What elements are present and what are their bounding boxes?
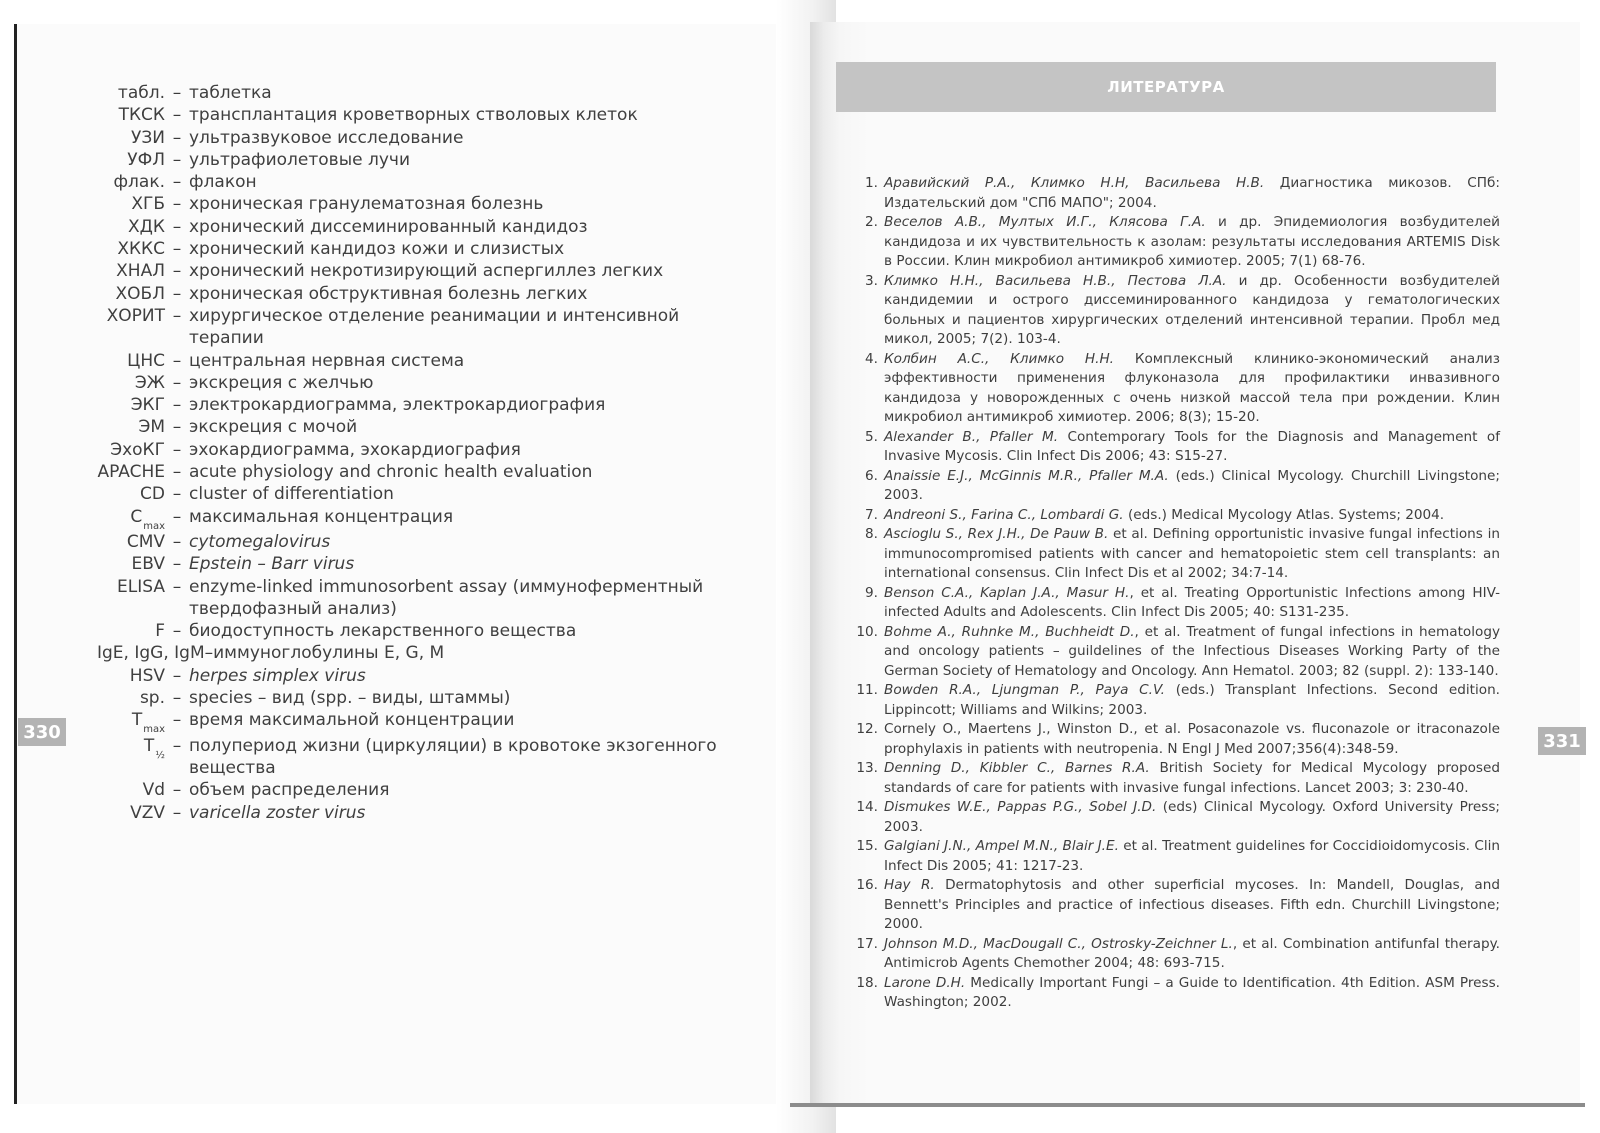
reference-text	[884, 974, 1500, 1013]
reference-text	[884, 174, 1500, 213]
reference-number: 13.	[856, 760, 878, 776]
reference-authors: Аравийский Р.А., Климко Н.Н, Васильева Н.В.	[884, 175, 1265, 191]
abbreviation-definition: Epstein – Barr virus	[189, 554, 355, 575]
reference-number: 12.	[856, 721, 878, 737]
reference-number: 4.	[865, 350, 878, 367]
abbreviation-term: УЗИ	[131, 127, 165, 148]
abbreviation-definition: хроническая обструктивная болезнь легких	[189, 283, 588, 304]
abbreviation-definition: хронический кандидоз кожи и слизистых	[189, 239, 565, 260]
abbreviation-dash: –	[172, 554, 182, 575]
reference-item	[840, 876, 1500, 935]
reference-authors: Bowden R.A., Ljungman P., Paya C.V.	[884, 682, 1166, 698]
reference-number: 7.	[865, 506, 878, 523]
abbreviation-definition: время максимальной концентрации	[189, 710, 515, 731]
abbreviation-definition: таблетка	[189, 83, 272, 103]
reference-text	[884, 350, 1500, 428]
abbreviation-row	[17, 779, 777, 801]
reference-number: 14.	[856, 799, 878, 815]
reference-details: et al. Treatment guidelines for Coccidioidomycosis. Clin Infect Dis 2005; 41: 1217-23.	[884, 838, 1500, 874]
abbreviation-row	[17, 260, 777, 282]
reference-item	[840, 759, 1500, 798]
reference-number: 11.	[856, 682, 878, 698]
abbreviation-definition: хирургическое отделение реанимации и интенсивной терапии	[189, 305, 680, 349]
reference-text	[884, 681, 1500, 720]
abbreviation-term: ХГБ	[131, 194, 165, 215]
abbreviation-dash: –	[172, 350, 182, 371]
reference-details: Комплексный клинико-экономический анализ эффективности применения флуконазола для профилактики инвазивного кандидоза у новорожденных с очень низкой массой тела при рождении. Клин микробиол антимикроб химиотер. 2006; 8(3); 15-20.	[884, 350, 1500, 425]
reference-details: (eds) Clinical Mycology. Oxford University Press; 2003.	[884, 799, 1500, 835]
abbreviation-term: ХОРИТ	[106, 305, 165, 326]
abbreviation-list	[17, 82, 777, 824]
reference-item	[840, 525, 1500, 584]
abbreviation-term: APACHE	[97, 462, 165, 483]
abbreviation-row	[17, 709, 777, 734]
abbreviation-dash: –	[172, 127, 182, 148]
page-bottom-edge	[790, 1103, 1585, 1107]
reference-authors: Ascioglu S., Rex J.H., De Pauw B.	[884, 526, 1109, 542]
abbreviation-definition: varicella zoster virus	[189, 802, 366, 823]
reference-details: , et al. Treatment of fungal infections in hematology and oncology patients – guildelines of the Infectious Diseases Working Party of the German Society of Hematology and Oncology. Ann Hematol. 2003; 82 (suppl. 2): 133-140.	[884, 623, 1500, 679]
reference-details: British Society for Medical Mycology proposed standards of care for patients with invasive fungal infections. Lancet 2003; 3: 230-40.	[884, 760, 1500, 796]
reference-item	[840, 213, 1500, 272]
abbreviation-subscript: ½	[155, 749, 165, 761]
reference-list	[840, 174, 1500, 1013]
reference-details: , et al. Treating Opportunistic Infections among HIV-infected Adults and Adolescents. Clin Infect Dis 2005; 40: S131-235.	[884, 584, 1500, 620]
reference-details: и др. Особенности возбудителей кандидемии и острого диссеминированного кандидоза у гематологических больных и пациентов хирургических отделений интенсивной терапии. Пробл мед микол, 2005; 7(2). 103-4.	[884, 272, 1500, 347]
reference-number: 18.	[856, 974, 878, 991]
abbreviation-term: $C_{max}$	[130, 506, 165, 532]
reference-item	[840, 174, 1500, 213]
abbreviation-term: ЭЖ	[134, 372, 165, 393]
abbreviation-row	[17, 735, 777, 780]
abbreviation-term: EBV	[131, 554, 165, 575]
page-number-left: 330	[18, 718, 66, 746]
reference-number: 6.	[865, 467, 878, 484]
abbreviation-row	[17, 127, 777, 149]
reference-item	[840, 623, 1500, 682]
abbreviation-dash: –	[172, 531, 182, 552]
abbreviation-term: флак.	[113, 172, 165, 193]
abbreviation-definition: ультрафиолетовые лучи	[189, 149, 410, 170]
abbreviation-row	[17, 82, 777, 104]
abbreviation-definition: флакон	[189, 172, 257, 193]
reference-item	[840, 798, 1500, 837]
abbreviation-dash: –	[172, 710, 182, 731]
left-page	[14, 24, 777, 1104]
abbreviation-term: CMV	[126, 531, 165, 552]
reference-item	[840, 935, 1500, 974]
reference-item	[840, 506, 1500, 526]
abbreviation-definition: herpes simplex virus	[189, 665, 366, 686]
abbreviation-dash: –	[172, 305, 182, 326]
reference-text	[884, 759, 1500, 798]
reference-details: Contemporary Tools for the Diagnosis and Management of Invasive Mycosis. Clin Infect Dis 2006; 43: S15-27.	[884, 428, 1500, 464]
abbreviation-term: ЦНС	[127, 350, 165, 371]
abbreviation-definition: объем распределения	[189, 780, 390, 801]
abbreviation-row	[17, 620, 777, 642]
abbreviation-row	[17, 193, 777, 215]
abbreviation-term: ХНАЛ	[116, 261, 165, 282]
abbreviation-row	[17, 171, 777, 193]
abbreviation-dash: –	[172, 149, 182, 170]
reference-item	[840, 272, 1500, 350]
abbreviation-row	[17, 642, 777, 664]
abbreviation-dash: –	[172, 395, 182, 416]
reference-authors: Dismukes W.E., Pappas P.G., Sobel J.D.	[884, 799, 1157, 815]
abbreviation-term: VZV	[130, 802, 165, 823]
abbreviation-definition: species – вид (spp. – виды, штаммы)	[189, 688, 511, 709]
reference-text	[884, 467, 1500, 506]
abbreviation-term: IgE, IgG, IgM	[97, 643, 205, 664]
abbreviation-definition: хроническая гранулематозная болезнь	[189, 194, 544, 215]
reference-text	[884, 935, 1500, 974]
reference-details: Dermatophytosis and other superficial mycoses. In: Mandell, Douglas, and Bennett's Principles and practice of infectious diseases. Fifth edn. Churchill Livingstone; 2000.	[884, 877, 1500, 932]
abbreviation-dash: –	[172, 372, 182, 393]
abbreviation-definition: cluster of differentiation	[189, 484, 394, 505]
abbreviation-term: ХОБЛ	[115, 283, 165, 304]
abbreviation-dash: –	[172, 665, 182, 686]
abbreviation-row	[17, 283, 777, 305]
reference-authors: Benson C.A., Kaplan J.A., Masur H.	[884, 584, 1130, 601]
reference-authors: Климко Н.Н., Васильева Н.В., Пестова Л.А.	[884, 272, 1227, 289]
abbreviation-dash: –	[172, 688, 182, 709]
abbreviation-dash: –	[172, 735, 182, 756]
reference-item	[840, 428, 1500, 467]
reference-details: (eds.) Transplant Infections. Second edition. Lippincott; Williams and Wilkins; 2003.	[884, 682, 1501, 718]
reference-text	[884, 213, 1500, 272]
abbreviation-row	[17, 553, 777, 575]
abbreviation-term: $T_{max}$	[131, 710, 165, 736]
reference-text	[884, 506, 1500, 526]
abbreviation-definition: трансплантация кроветворных стволовых клеток	[189, 105, 638, 126]
abbreviation-dash: –	[172, 261, 182, 282]
abbreviation-row	[17, 506, 777, 531]
page-number-right: 331	[1538, 727, 1586, 755]
abbreviation-term: ELISA	[117, 576, 165, 597]
abbreviation-row	[17, 216, 777, 238]
reference-authors: Galgiani J.N., Ampel M.N., Blair J.E.	[884, 838, 1119, 854]
abbreviation-dash: –	[172, 780, 182, 801]
abbreviation-term: $T_{\frac{1}{2}}$	[143, 735, 165, 761]
reference-text	[884, 525, 1500, 584]
reference-details: et al. Defining opportunistic invasive fungal infections in immunocompromised patients with cancer and hematopoietic stem cell transplants: an international consensus. Clin Infect Dis et al 2002; 34:7-14.	[884, 526, 1500, 581]
reference-number: 3.	[865, 272, 878, 289]
reference-number: 8.	[865, 526, 878, 542]
abbreviation-dash: –	[172, 283, 182, 304]
abbreviation-row	[17, 665, 777, 687]
abbreviation-dash: –	[172, 105, 182, 126]
reference-text	[884, 584, 1500, 623]
reference-text	[884, 428, 1500, 467]
abbreviation-row	[17, 531, 777, 553]
abbreviation-definition: хронический диссеминированный кандидоз	[189, 216, 588, 237]
reference-details: (eds.) Clinical Mycology. Churchill Livingstone; 2003.	[884, 467, 1500, 503]
literature-title: ЛИТЕРАТУРА	[836, 62, 1496, 112]
abbreviation-dash: –	[204, 643, 214, 664]
reference-text	[884, 837, 1500, 876]
reference-number: 10.	[856, 623, 878, 640]
abbreviation-dash: –	[172, 576, 182, 597]
reference-item	[840, 837, 1500, 876]
abbreviation-definition: полупериод жизни (циркуляции) в кровотоке экзогенного вещества	[189, 735, 717, 778]
abbreviation-term: ХДК	[128, 216, 165, 237]
abbreviation-dash: –	[172, 439, 182, 460]
abbreviation-dash: –	[172, 172, 182, 193]
reference-number: 1.	[865, 175, 878, 191]
abbreviation-dash: –	[172, 462, 182, 483]
abbreviation-term: F	[155, 621, 165, 642]
reference-number: 15.	[856, 838, 878, 854]
abbreviation-dash: –	[172, 239, 182, 260]
abbreviation-dash: –	[172, 802, 182, 823]
abbreviation-term: CD	[140, 484, 165, 505]
abbreviation-definition: максимальная концентрация	[189, 506, 454, 527]
abbreviation-definition: биодоступность лекарственного вещества	[189, 621, 577, 642]
abbreviation-definition: экскреция с желчью	[189, 372, 374, 393]
abbreviation-subscript: max	[143, 724, 165, 736]
abbreviation-row	[17, 350, 777, 372]
abbreviation-dash: –	[172, 506, 182, 527]
reference-number: 2.	[865, 214, 878, 230]
abbreviation-row	[17, 305, 777, 350]
abbreviation-definition: ультразвуковое исследование	[189, 127, 464, 148]
abbreviation-definition: enzyme-linked immunosorbent assay (иммуноферментный твердофазный анализ)	[189, 576, 704, 619]
abbreviation-dash: –	[172, 484, 182, 505]
reference-authors: Веселов А.В., Мултых И.Г., Клясова Г.А.	[884, 214, 1206, 230]
reference-item	[840, 720, 1500, 759]
reference-authors: Hay R.	[884, 877, 935, 893]
abbreviation-dash: –	[172, 417, 182, 438]
abbreviation-term: ЭхоКГ	[110, 439, 165, 460]
reference-number: 16.	[856, 877, 878, 893]
abbreviation-definition: acute physiology and chronic health evaluation	[189, 462, 593, 483]
reference-authors: Anaissie E.J., McGinnis M.R., Pfaller M.A.	[884, 467, 1169, 484]
abbreviation-row	[17, 576, 777, 621]
reference-number: 5.	[865, 428, 878, 445]
reference-authors: Alexander B., Pfaller M.	[884, 428, 1059, 445]
abbreviation-term: ЭМ	[138, 417, 165, 438]
reference-text	[884, 720, 1500, 759]
abbreviation-term: HSV	[129, 665, 165, 686]
reference-authors: Larone D.H.	[884, 974, 966, 991]
abbreviation-row	[17, 149, 777, 171]
reference-item	[840, 974, 1500, 1013]
abbreviation-row	[17, 394, 777, 416]
reference-number: 17.	[856, 935, 878, 952]
reference-item	[840, 467, 1500, 506]
abbreviation-term: ТКСК	[118, 105, 165, 126]
abbreviation-term: табл.	[117, 83, 165, 103]
abbreviation-term: Vd	[142, 780, 165, 801]
reference-details: Cornely O., Maertens J., Winston D., et al. Posaconazole vs. fluconazole or itraconazole prophylaxis in patients with neutropenia. N Engl J Med 2007;356(4):348-59.	[884, 721, 1500, 757]
reference-authors: Bohme A., Ruhnke M., Buchheidt D.	[884, 623, 1135, 640]
reference-details: Диагностика микозов. СПб: Издательский дом "СПб МАПО"; 2004.	[884, 175, 1500, 211]
abbreviation-definition: экскреция с мочой	[189, 417, 358, 438]
abbreviation-subscript: max	[143, 520, 165, 532]
reference-item	[840, 350, 1500, 428]
abbreviation-row	[17, 104, 777, 126]
abbreviation-term: sp.	[139, 688, 165, 709]
abbreviation-definition: хронический некротизирующий аспергиллез легких	[189, 261, 664, 282]
reference-authors: Johnson M.D., MacDougall C., Ostrosky-Zeichner L.	[884, 935, 1233, 952]
reference-item	[840, 681, 1500, 720]
abbreviation-row	[17, 802, 777, 824]
abbreviation-row	[17, 687, 777, 709]
reference-details: (eds.) Medical Mycology Atlas. Systems; 2004.	[1123, 506, 1445, 523]
reference-authors: Denning D., Kibbler C., Barnes R.A.	[884, 760, 1150, 776]
reference-details: Medically Important Fungi – a Guide to Identification. 4th Edition. ASM Press. Washington; 2002.	[884, 974, 1500, 1010]
reference-text	[884, 876, 1500, 935]
abbreviation-row	[17, 439, 777, 461]
reference-text	[884, 798, 1500, 837]
reference-authors: Andreoni S., Farina C., Lombardi G.	[884, 506, 1124, 523]
abbreviation-row	[17, 416, 777, 438]
abbreviation-row	[17, 372, 777, 394]
reference-details: , et al. Combination antifunfal therapy. Antimicrob Agents Chemother 2004; 48: 693-715.	[884, 935, 1500, 971]
abbreviation-row	[17, 461, 777, 483]
abbreviation-dash: –	[172, 194, 182, 215]
reference-details: и др. Эпидемиология возбудителей кандидоза и их чувствительность к азолам: результаты исследования ARTEMIS Disk в России. Клин микробиол антимикроб химиотер. 2005; 7(1) 68-76.	[884, 214, 1500, 269]
abbreviation-term: ЭКГ	[130, 395, 165, 416]
abbreviation-dash: –	[172, 621, 182, 642]
abbreviation-row	[17, 238, 777, 260]
abbreviation-term: УФЛ	[127, 149, 165, 170]
abbreviation-definition: эхокардиограмма, эхокардиография	[189, 439, 521, 460]
reference-text	[884, 623, 1500, 682]
abbreviation-row	[17, 483, 777, 505]
reference-item	[840, 584, 1500, 623]
abbreviation-definition: электрокардиограмма, электрокардиография	[189, 395, 606, 416]
abbreviation-term: ХККС	[117, 239, 165, 260]
abbreviation-definition: cytomegalovirus	[189, 531, 331, 552]
reference-text	[884, 272, 1500, 350]
reference-authors: Колбин А.С., Климко Н.Н.	[884, 350, 1115, 367]
reference-number: 9.	[865, 584, 878, 601]
abbreviation-dash: –	[172, 216, 182, 237]
abbreviation-definition: иммуноглобулины E, G, M	[213, 643, 445, 664]
abbreviation-dash: –	[172, 83, 182, 103]
abbreviation-definition: центральная нервная система	[189, 350, 465, 371]
